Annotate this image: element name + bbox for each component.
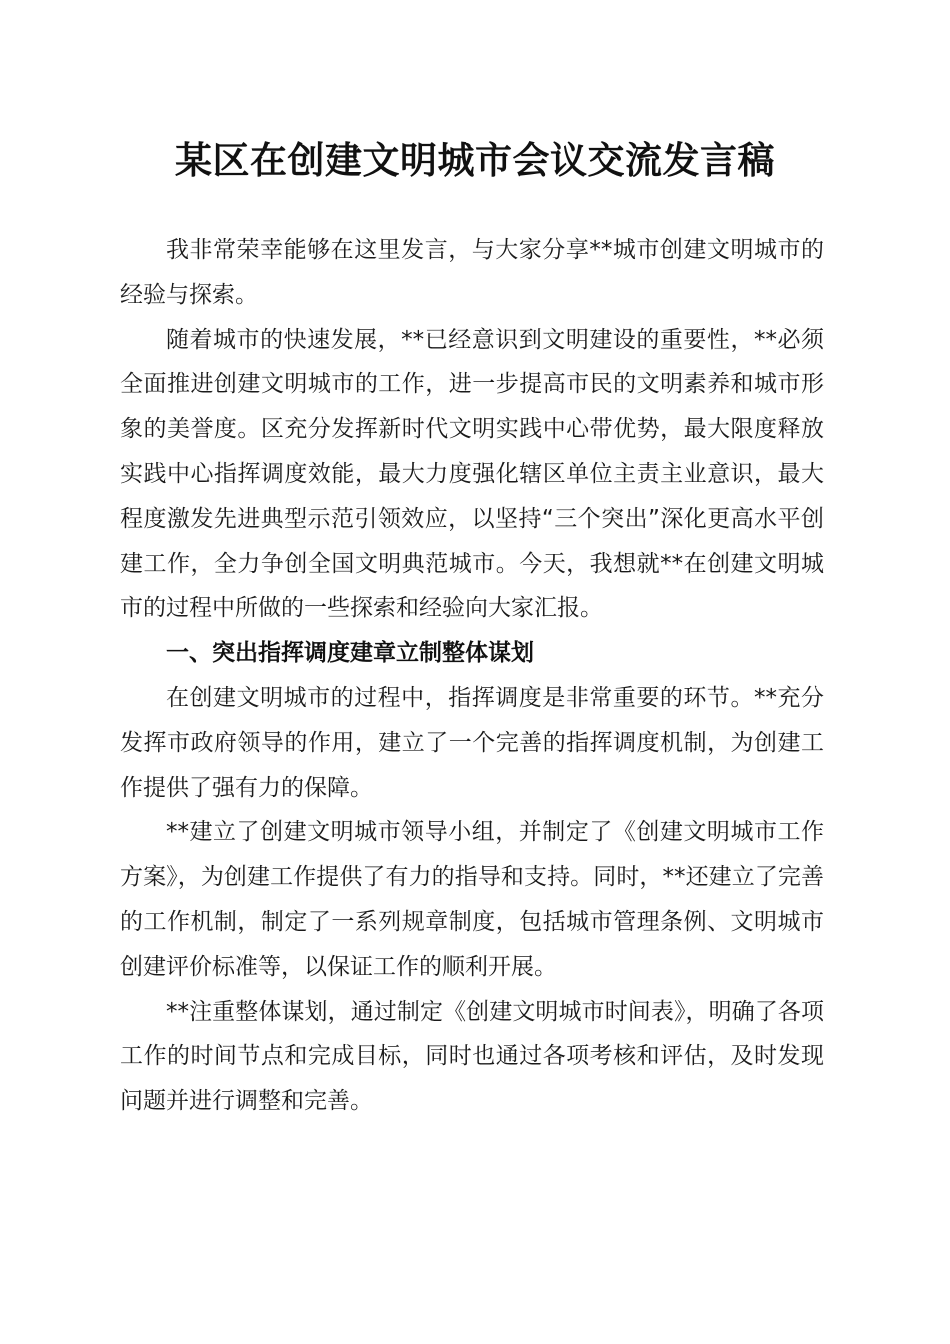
- paragraph-overall-planning: **注重整体谋划，通过制定《创建文明城市时间表》，明确了各项工作的时间节点和完成目标，同时也通过各项考核和评估，及时发现问题并进行调整和完善。: [120, 998, 824, 1115]
- document-title: 某区在创建文明城市会议交流发言稿: [175, 138, 775, 182]
- paragraph-leading-group: **建立了创建文明城市领导小组，并制定了《创建文明城市工作方案》，为创建工作提供了有力的指导和支持。同时，**还建立了完善的工作机制，制定了一系列规章制度，包括城市管理条例、文明城市创建评价标准等，以保证工作的顺利开展。: [120, 819, 824, 980]
- section-heading-1: 一、突出指挥调度建章立制整体谋划: [166, 640, 534, 667]
- paragraph-command-dispatch: 在创建文明城市的过程中，指挥调度是非常重要的环节。**充分发挥市政府领导的作用，建立了一个完善的指挥调度机制，为创建工作提供了强有力的保障。: [120, 684, 824, 801]
- paragraph-background: 随着城市的快速发展，**已经意识到文明建设的重要性，**必须全面推进创建文明城市的工作，进一步提高市民的文明素养和城市形象的美誉度。区充分发挥新时代文明实践中心带优势，最大限度释放实践中心指挥调度效能，最大力度强化辖区单位主责主业意识，最大程度激发先进典型示范引领效应，以坚持“三个突出”深化更高水平创建工作，全力争创全国文明典范城市。今天，我想就**在创建文明城市的过程中所做的一些探索和经验向大家汇报。: [120, 326, 825, 622]
- document-body: [120, 228, 824, 1124]
- paragraph-opening: 我非常荣幸能够在这里发言，与大家分享**城市创建文明城市的经验与探索。: [120, 237, 824, 308]
